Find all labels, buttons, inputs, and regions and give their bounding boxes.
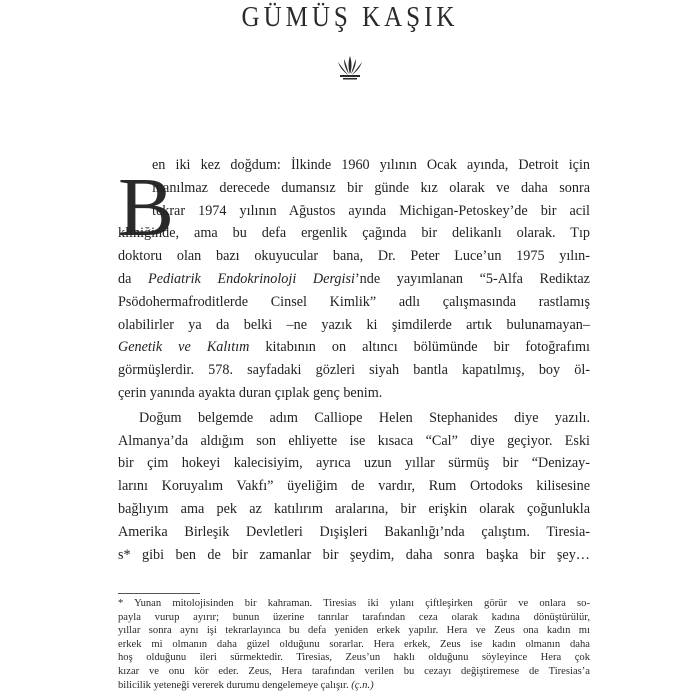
text-line: [118, 268, 590, 291]
text-line: Doğum belgemde adım Calliope Helen Stephanides diye yazılı.: [139, 409, 590, 426]
footnote: [118, 597, 590, 692]
footnote-line: * Yunan mitolojisinden bir kahraman. Tiresias iki yılanı çiftleşirken görür ve onlara so-: [118, 598, 590, 609]
body-text: [118, 154, 590, 566]
footnote-line: [118, 679, 590, 693]
text-line: bağlıyım ama pek az katılırım aralarına, bir erişkin olarak çoğunlukla: [118, 500, 590, 517]
text-run: kitabının on altıncı bölümünde bir fotoğrafımı: [249, 339, 590, 356]
paragraph-2: [118, 407, 590, 567]
journal-title: Pediatrik Endokrinoloji Dergisi: [148, 270, 355, 287]
text-line: Amerika Birleşik Devletleri Dışişleri Bakanlığı’nda çalıştım. Tiresia-: [118, 523, 590, 540]
text-line: [118, 336, 590, 359]
text-line: Psödohermafroditlerde Cinsel Kimlik” adlı çalışmasında rastlamış: [118, 293, 590, 310]
lotus-ornament-icon: [334, 54, 366, 80]
text-line: tekrar 1974 yılının Ağustos ayında Michigan-Petoskey’de bir acil: [152, 202, 590, 219]
footnote-line: erkek mi olmanın daha güzel olduğunu sorarlar. Hera erkek, Zeus ise kadın olmanın daha: [118, 638, 590, 650]
text-line: Almanya’da aldığım son ehliyette ise kısaca “Cal” diye geçiyor. Eski: [118, 432, 590, 449]
text-line: bir çim hokeyi kalecisiyim, ayrıca uzun yıllar sürmüş bir “Denizay-: [118, 455, 590, 472]
text-run: bilicilik yeteneği vererek durumu dengelemeye çalışır.: [118, 679, 349, 691]
text-run: ’nde yayımlanan “5-Alfa Rediktaz: [354, 270, 590, 287]
text-line: s* gibi ben de bir zamanlar bir şeydim, daha sonra başka bir şey…: [118, 546, 590, 563]
footnote-line: kızar ve onu kör eder. Zeus, Hera tarafından verilen bu cezayı değiştiremese de Tiresias’a: [118, 665, 590, 677]
translator-note: (ç.n.): [351, 679, 374, 691]
text-line: olabilirler ya da belki –ne yazık ki şimdilerde artık bulunamayan–: [118, 316, 590, 333]
text-run: da: [118, 270, 149, 287]
text-line: çerin yanında ayakta duran çıplak genç benim.: [118, 384, 383, 401]
text-line: en iki kez doğdum: İlkinde 1960 yılının Ocak ayında, Detroit için: [152, 157, 590, 173]
book-title: Genetik ve Kalıtım: [118, 339, 250, 356]
text-line: görmüşlerdir. 578. sayfadaki gözleri siyah bantla kapatılmış, boy öl-: [118, 362, 590, 379]
drop-cap-lines: [152, 154, 590, 222]
chapter-title: GÜMÜŞ KAŞIK: [241, 1, 459, 33]
footnote-line: yıllar sonra aynı işi tekrarlayınca bu defa yeniden erkek yapılır. Hera ve Zeus ona kadın mı: [118, 625, 590, 637]
text-line: inanılmaz derecede dumansız bir günde kız olarak ve daha sonra: [152, 179, 590, 196]
footnote-line: hoş olduğunu ileri sürmektedir. Tiresias, Zeus’un haklı olduğunu söyleyince Hera çok: [118, 652, 590, 664]
drop-cap: B: [118, 161, 175, 254]
text-line: larını Koruyalım Vakfı” üyeliğim de vardır, Rum Ortodoks kilisesine: [118, 478, 590, 495]
footnote-line: payla vurup ayırır; bunun üzerine tanrılar tarafından ceza olarak kadına dönüştürülür,: [118, 611, 590, 623]
paragraph-1: [118, 222, 590, 404]
footnote-divider: [118, 593, 200, 594]
text-line: kliniğinde, ama bu defa ergenlik çağında bir delikanlı olarak. Tıp: [118, 225, 590, 242]
text-line: doktoru olan bazı okuyucular bana, Dr. Peter Luce’un 1975 yılın-: [118, 248, 590, 265]
